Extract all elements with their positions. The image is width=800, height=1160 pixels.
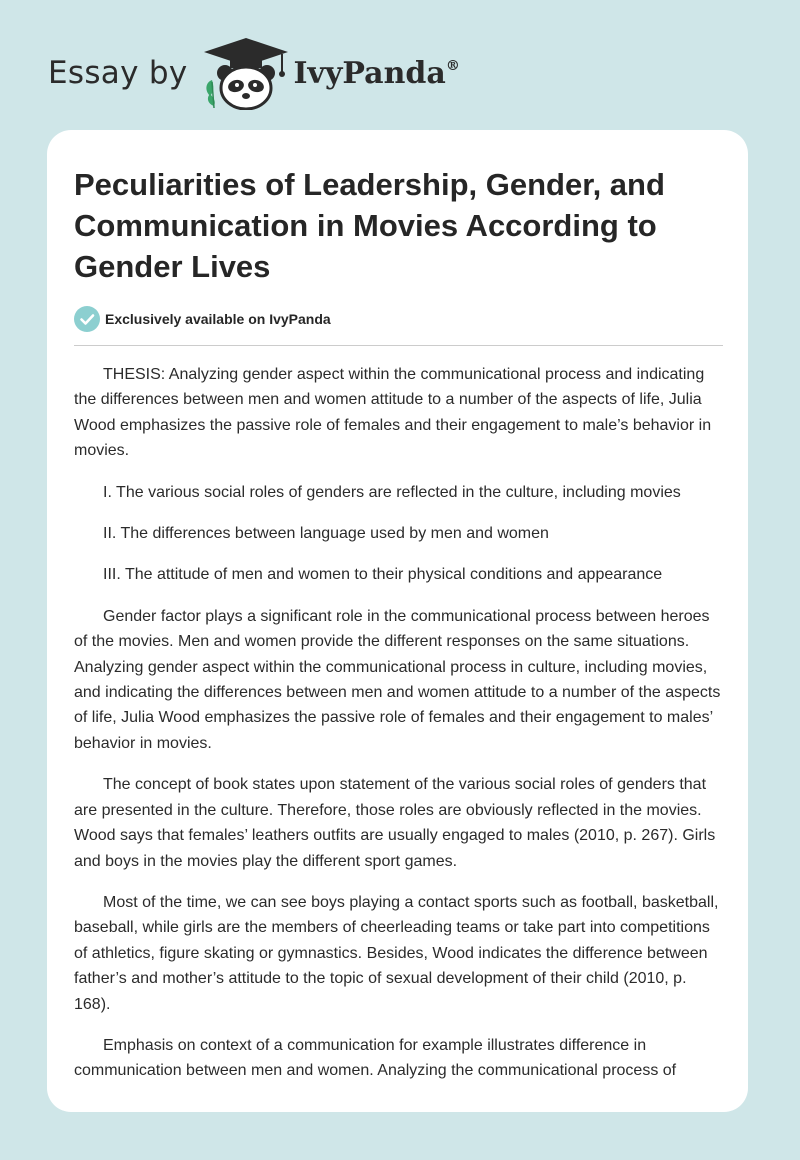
outline-item-2: II. The differences between language used by men and women bbox=[103, 525, 549, 543]
body-paragraph: Most of the time, we can see boys playing a contact sports such as football, basketball, baseball, while girls are the members of cheerleading teams or take part into competitions of athletics, figure skating or gymnastics. Besides, Wood indicates the difference between father’s and mother’s attitude to the topic of sexual development of their child (2010, p. 168). bbox=[74, 893, 719, 1013]
body-paragraph: Emphasis on context of a communication for example illustrates difference in communication between men and women. Analyzing the communicational process of bbox=[74, 1036, 677, 1080]
essay-by-label: Essay by bbox=[48, 55, 188, 91]
exclusive-badge bbox=[74, 306, 331, 332]
exclusive-badge-label: Exclusively available on IvyPanda bbox=[105, 311, 331, 327]
panda-graduation-cap-icon bbox=[202, 36, 290, 110]
ivypanda-logo[interactable] bbox=[48, 36, 460, 110]
essay-title: Peculiarities of Leadership, Gender, and Communication in Movies According to Gender Lives bbox=[74, 167, 665, 284]
brand-name: IvyPanda® bbox=[293, 55, 460, 91]
check-circle-icon bbox=[74, 306, 100, 332]
body-paragraph: Gender factor plays a significant role in the communicational process between heroes of the movies. Men and women provide the different responses on the same situations. Analyzing gender aspect within the communicational process in culture, including movies, and indicating the differences between men and women attitude to a number of the aspects of life, Julia Wood emphasizes the passive role of females and their engagement to males’ behavior in movies. bbox=[74, 607, 721, 752]
divider bbox=[74, 345, 723, 346]
outline-item-3: III. The attitude of men and women to their physical conditions and appearance bbox=[103, 566, 663, 584]
body-paragraph: The concept of book states upon statement of the various social roles of genders that are presented in the culture. Therefore, those roles are obviously reflected in the movies. Wood says that females’ leathers outfits are usually engaged to males (2010, p. 267). Girls and boys in the movies play the different sport games. bbox=[74, 776, 716, 870]
essay-card bbox=[47, 130, 748, 1112]
outline-item-1: I. The various social roles of genders are reflected in the culture, including movies bbox=[103, 483, 681, 501]
thesis-paragraph: THESIS: Analyzing gender aspect within the communicational process and indicating the differences between men and women attitude to a number of the aspects of life, Julia Wood emphasizes the passive role of females and their engagement to male’s behavior in movies. bbox=[74, 366, 712, 460]
site-header bbox=[0, 0, 800, 130]
essay-body bbox=[74, 362, 724, 1100]
registered-mark: ® bbox=[445, 57, 460, 74]
